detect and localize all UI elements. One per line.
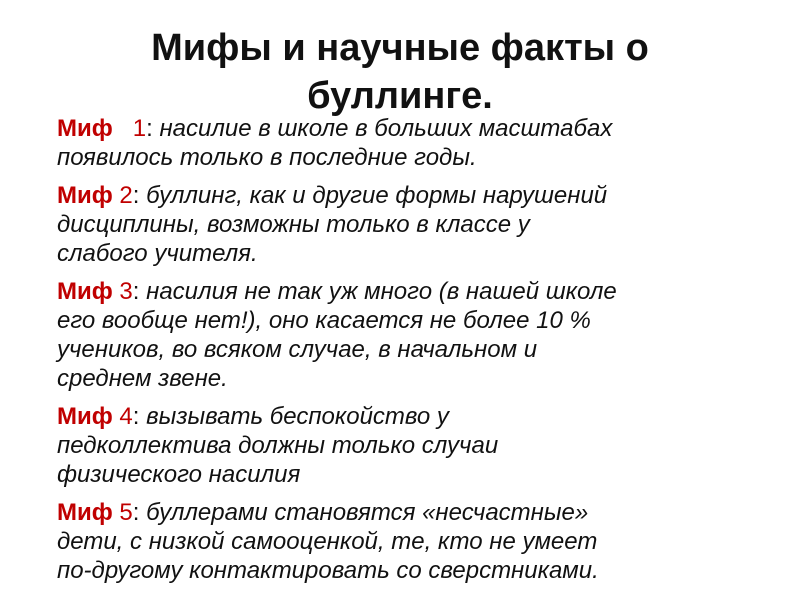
myth-text: появилось только в последние годы. xyxy=(57,144,477,171)
title-line-1: Мифы и научные факты о xyxy=(151,27,649,69)
myth-label: Миф xyxy=(57,115,113,142)
myth-text: дисциплины, возможны только в классе у xyxy=(57,211,530,238)
myth-text: буллинг, как и другие формы нарушений xyxy=(146,182,608,209)
myth-text: физического насилия xyxy=(57,461,301,488)
myth-label: Миф xyxy=(57,403,113,430)
myth-text: его вообще нет!), оно касается не более 10 % xyxy=(57,307,591,334)
myth-text: слабого учителя. xyxy=(57,240,258,267)
myths-list xyxy=(57,114,757,594)
myth-label: Миф xyxy=(57,499,113,526)
myth-text: по-другому контактировать со сверстниками. xyxy=(57,557,599,584)
myth-text: учеников, во всяком случае, в начальном и xyxy=(57,336,538,363)
myth-3-line-1: Миф 3: насилия не так уж много (в нашей школе xyxy=(57,278,617,305)
myth-4-line-1: Миф 4: вызывать беспокойство у xyxy=(57,403,449,430)
myth-item-2 xyxy=(57,181,757,268)
myth-item-3 xyxy=(57,277,757,393)
myth-item-4 xyxy=(57,402,757,489)
myth-text: дети, с низкой самооценкой, те, кто не умеет xyxy=(57,528,598,555)
myth-text: педколлектива должны только случаи xyxy=(57,432,499,459)
myth-label: Миф xyxy=(57,278,113,305)
myth-text: насилие в школе в больших масштабах xyxy=(159,115,613,142)
myth-number: 1 xyxy=(132,115,147,142)
myth-text: среднем звене. xyxy=(57,365,228,392)
myth-item-1 xyxy=(57,114,757,172)
myth-2-line-1: Миф 2: буллинг, как и другие формы нарушений xyxy=(57,182,608,209)
myth-number: 3 xyxy=(119,278,133,305)
myth-text: вызывать беспокойство у xyxy=(146,403,449,430)
myth-item-5 xyxy=(57,498,757,585)
myth-number: 5 xyxy=(119,499,133,526)
myth-1-line-1: Миф 1: насилие в школе в больших масштабах xyxy=(57,115,613,142)
myth-number: 4 xyxy=(119,403,133,430)
myth-text: насилия не так уж много (в нашей школе xyxy=(146,278,617,305)
title-line-2: буллинге. xyxy=(307,75,493,117)
myth-label: Миф xyxy=(57,182,113,209)
myth-number: 2 xyxy=(119,182,133,209)
slide-title xyxy=(70,24,730,120)
myth-text: буллерами становятся «несчастные» xyxy=(146,499,589,526)
myth-5-line-1: Миф 5: буллерами становятся «несчастные» xyxy=(57,499,589,526)
